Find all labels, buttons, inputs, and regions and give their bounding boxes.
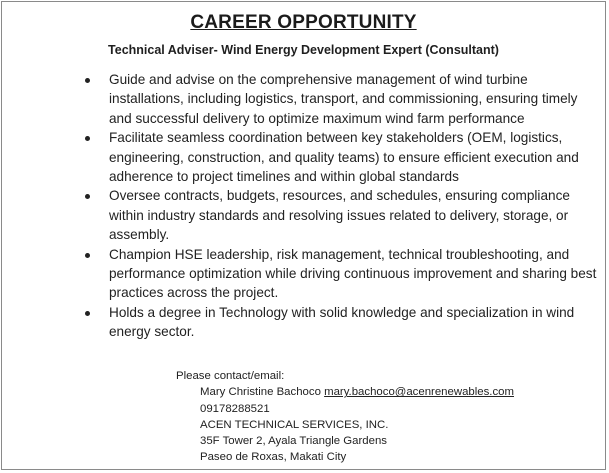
bullet-icon xyxy=(85,253,90,258)
contact-name-line xyxy=(176,384,514,400)
job-posting-card xyxy=(1,1,606,470)
list-item-text: Facilitate seamless coordination between key stakeholders (OEM, logistics, engineering, construction, and quality teams) to ensure efficient execution and adherence to project timelines and within global standards xyxy=(109,130,579,185)
job-title: Technical Adviser- Wind Energy Development Expert (Consultant) xyxy=(108,43,499,57)
bullet-icon xyxy=(85,78,90,83)
list-item-text: Holds a degree in Technology with solid knowledge and specialization in wind energy sector. xyxy=(109,304,575,340)
list-item-text: Oversee contracts, budgets, resources, and schedules, ensuring compliance within industry standards and resolving issues related to delivery, storage, or assembly. xyxy=(109,188,570,243)
list-item xyxy=(82,303,597,342)
list-item xyxy=(82,70,597,128)
list-item xyxy=(82,245,597,303)
bullet-icon xyxy=(85,311,90,316)
page-title: CAREER OPPORTUNITY xyxy=(190,12,417,33)
list-item xyxy=(82,186,597,244)
contact-phone: 09178288521 xyxy=(200,402,270,415)
bullet-icon xyxy=(85,194,90,199)
bullet-icon xyxy=(85,136,90,141)
responsibilities-list xyxy=(82,70,597,342)
contact-name: Mary Christine Bachoco xyxy=(200,386,321,399)
contact-email-link[interactable]: mary.bachoco@acenrenewables.com xyxy=(324,386,514,399)
list-item xyxy=(82,128,597,186)
contact-intro: Please contact/email: xyxy=(176,370,285,382)
contact-block xyxy=(176,368,514,466)
contact-company: ACEN TECHNICAL SERVICES, INC. xyxy=(200,418,389,431)
list-item-text: Champion HSE leadership, risk management, technical troubleshooting, and performance optimization while driving continuous improvement and sharing best practices across the project. xyxy=(109,246,597,301)
contact-address-line2: Paseo de Roxas, Makati City xyxy=(200,451,347,464)
list-item-text: Guide and advise on the comprehensive management of wind turbine installations, including logistics, transport, and commissioning, ensuring timely and successful delivery to optimize maximum wind farm performance xyxy=(109,72,578,126)
contact-address-line1: 35F Tower 2, Ayala Triangle Gardens xyxy=(200,435,387,448)
